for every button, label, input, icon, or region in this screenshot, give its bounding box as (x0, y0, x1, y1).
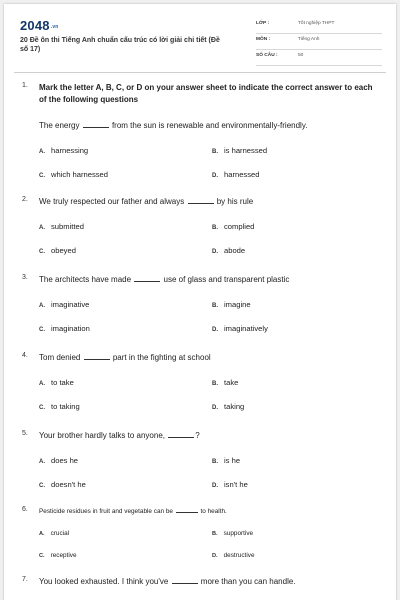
answer-blank (188, 202, 214, 204)
option-d[interactable] (212, 480, 248, 489)
meta-row-count (256, 50, 382, 66)
option-b[interactable] (212, 378, 238, 387)
option-letter: B. (212, 225, 218, 231)
option-text: imaginatively (224, 324, 268, 333)
option-b[interactable] (212, 300, 251, 309)
option-b[interactable] (212, 146, 267, 155)
option-text: crucial (50, 530, 70, 537)
option-letter: A. (39, 459, 45, 465)
option-text: does he (51, 456, 79, 465)
document-title: 20 Đề ôn thi Tiếng Anh chuẩn cấu trúc có lời giải chi tiết (Đề số 17) (20, 37, 220, 53)
option-letter: B. (212, 149, 218, 155)
option-letter: D. (212, 249, 218, 255)
option-text: take (224, 378, 239, 387)
question-number: 2. (22, 196, 28, 203)
option-text: which harnessed (51, 170, 108, 179)
option-c[interactable] (39, 324, 90, 333)
option-text: is harnessed (224, 146, 268, 155)
option-letter: C. (39, 173, 45, 179)
answer-blank (84, 358, 110, 360)
meta-value: Tiếng Anh (298, 37, 320, 42)
question-number: 5. (22, 430, 28, 437)
option-d[interactable] (212, 246, 245, 255)
option-letter: D. (212, 327, 218, 333)
answer-blank (168, 436, 194, 438)
option-text: receptive (50, 552, 77, 559)
option-c[interactable] (39, 402, 80, 411)
meta-label: SỐ CÂU : (256, 53, 278, 58)
question-stem (39, 576, 296, 588)
option-text: taking (224, 402, 245, 411)
option-d[interactable] (212, 324, 268, 333)
option-letter: A. (39, 149, 45, 155)
option-b[interactable] (212, 530, 253, 537)
question-stem (39, 196, 253, 208)
meta-value: 50 (298, 53, 304, 58)
stem-text: The architects have made (39, 275, 132, 284)
option-c[interactable] (39, 246, 76, 255)
option-text: complied (224, 222, 255, 231)
stem-text: from the sun is renewable and environmentally-friendly. (111, 121, 308, 130)
question-number: 6. (22, 506, 28, 513)
option-letter: A. (39, 303, 45, 309)
option-text: to take (51, 378, 74, 387)
option-c[interactable] (39, 552, 77, 559)
option-a[interactable] (39, 300, 89, 309)
option-letter: A. (39, 381, 45, 387)
option-text: submitted (51, 222, 84, 231)
option-b[interactable] (212, 456, 240, 465)
option-letter: C. (39, 553, 45, 559)
stem-text: part in the fighting at school (112, 353, 211, 362)
question-number: 4. (22, 352, 28, 359)
document-header (18, 16, 382, 66)
option-text: doesn't he (51, 480, 86, 489)
stem-text: use of glass and transparent plastic (163, 275, 290, 284)
option-text: destructive (223, 552, 255, 559)
site-logo[interactable] (20, 18, 59, 33)
question-stem (39, 430, 200, 442)
stem-text: to health. (200, 508, 227, 515)
option-text: to taking (51, 402, 80, 411)
stem-text: Your brother hardly talks to anyone, (39, 431, 166, 440)
option-letter: B. (212, 303, 218, 309)
option-letter: B. (212, 459, 218, 465)
stem-text: We truly respected our father and always (39, 197, 185, 206)
stem-text: more than you can handle. (200, 577, 296, 586)
option-letter: D. (212, 173, 218, 179)
answer-blank (172, 582, 198, 584)
document-page (4, 4, 396, 600)
option-letter: B. (212, 381, 218, 387)
question-instruction: Mark the letter A, B, C, or D on your answer sheet to indicate the correct answer to each of the following questions (39, 83, 373, 104)
option-text: isn't he (224, 480, 248, 489)
option-letter: C. (39, 483, 45, 489)
option-letter: D. (212, 405, 218, 411)
meta-value: Tốt nghiệp THPT (298, 21, 335, 26)
option-letter: C. (39, 405, 45, 411)
option-text: supportive (223, 530, 254, 537)
meta-row-class (256, 18, 382, 34)
stem-text: Tom denied (39, 353, 81, 362)
logo-suffix: .vn (50, 23, 59, 30)
option-text: harnessed (224, 170, 260, 179)
option-c[interactable] (39, 170, 108, 179)
stem-text: ? (195, 431, 200, 440)
option-a[interactable] (39, 378, 74, 387)
logo-text: 2048 (20, 18, 50, 33)
question-stem (39, 506, 227, 518)
option-text: imaginative (51, 300, 90, 309)
stem-text: The energy (39, 121, 80, 130)
option-text: abode (224, 246, 246, 255)
option-b[interactable] (212, 222, 254, 231)
header-divider (14, 72, 386, 73)
stem-text: by his rule (216, 197, 254, 206)
question-stem (39, 120, 307, 132)
option-a[interactable] (39, 146, 88, 155)
question-number: 3. (22, 274, 28, 281)
document-meta (256, 18, 382, 66)
option-a[interactable] (39, 222, 84, 231)
option-letter: D. (212, 483, 218, 489)
option-letter: B. (212, 531, 218, 537)
stem-text: Pesticide residues in fruit and vegetable can be (39, 508, 173, 515)
answer-blank (134, 280, 160, 282)
option-letter: A. (39, 531, 45, 537)
option-text: obeyed (51, 246, 76, 255)
option-text: harnessing (51, 146, 89, 155)
option-text: imagine (224, 300, 251, 309)
option-a[interactable] (39, 530, 69, 537)
question-number: 1. (22, 82, 28, 89)
option-text: is he (224, 456, 241, 465)
option-d[interactable] (212, 170, 259, 179)
option-letter: D. (212, 553, 218, 559)
option-letter: C. (39, 249, 45, 255)
stem-text: You looked exhausted. I think you've (39, 577, 169, 586)
option-letter: C. (39, 327, 45, 333)
option-d[interactable] (212, 402, 244, 411)
question-stem (39, 352, 211, 364)
answer-blank (176, 511, 198, 513)
option-text: imagination (51, 324, 90, 333)
option-d[interactable] (212, 552, 255, 559)
option-letter: A. (39, 225, 45, 231)
meta-label: MÔN : (256, 37, 271, 42)
option-a[interactable] (39, 456, 78, 465)
meta-row-subject (256, 34, 382, 50)
meta-label: LỚP : (256, 21, 270, 26)
question-stem (39, 274, 289, 286)
option-c[interactable] (39, 480, 86, 489)
answer-blank (83, 126, 109, 128)
question-number: 7. (22, 576, 28, 583)
